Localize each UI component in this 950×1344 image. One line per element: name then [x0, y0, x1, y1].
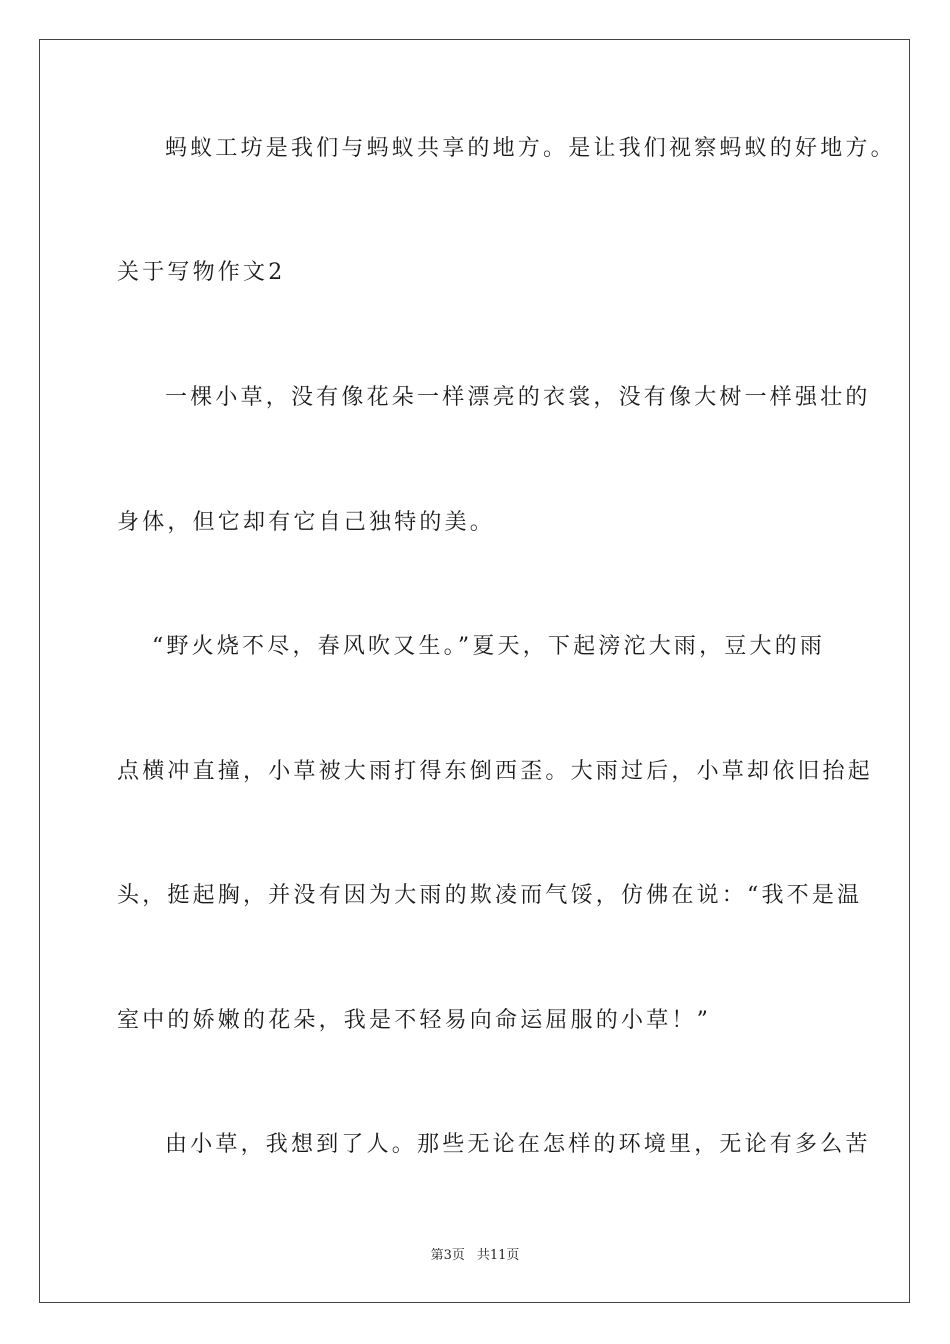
- page-frame: [39, 39, 910, 1303]
- page-footer: [0, 1247, 950, 1265]
- paragraph-line: 一棵小草，没有像花朵一样漂亮的衣裳，没有像大树一样强壮的: [165, 385, 871, 410]
- paragraph-line: 由小草，我想到了人。那些无论在怎样的环境里，无论有多么苦: [165, 1132, 871, 1157]
- paragraph-line: 身体，但它却有它自己独特的美。: [117, 510, 496, 535]
- paragraph-line: “野火烧不尽，春风吹又生。”夏天，下起滂沱大雨，豆大的雨: [152, 634, 826, 659]
- page-number: 第3页: [430, 1248, 465, 1263]
- paragraph-line: 室中的娇嫩的花朵，我是不轻易向命运屈服的小草！”: [117, 1008, 712, 1033]
- page-total: 共11页: [476, 1248, 520, 1263]
- paragraph-line: 点横冲直撞，小草被大雨打得东倒西歪。大雨过后，小草却依旧抬起: [117, 759, 874, 784]
- section-heading: 关于写物作文2: [117, 260, 286, 285]
- paragraph-line: 头，挺起胸，并没有因为大雨的欺凌而气馁，仿佛在说：“我不是温: [117, 883, 863, 908]
- paragraph-line: 蚂蚁工坊是我们与蚂蚁共享的地方。是让我们视察蚂蚁的好地方。: [165, 136, 896, 161]
